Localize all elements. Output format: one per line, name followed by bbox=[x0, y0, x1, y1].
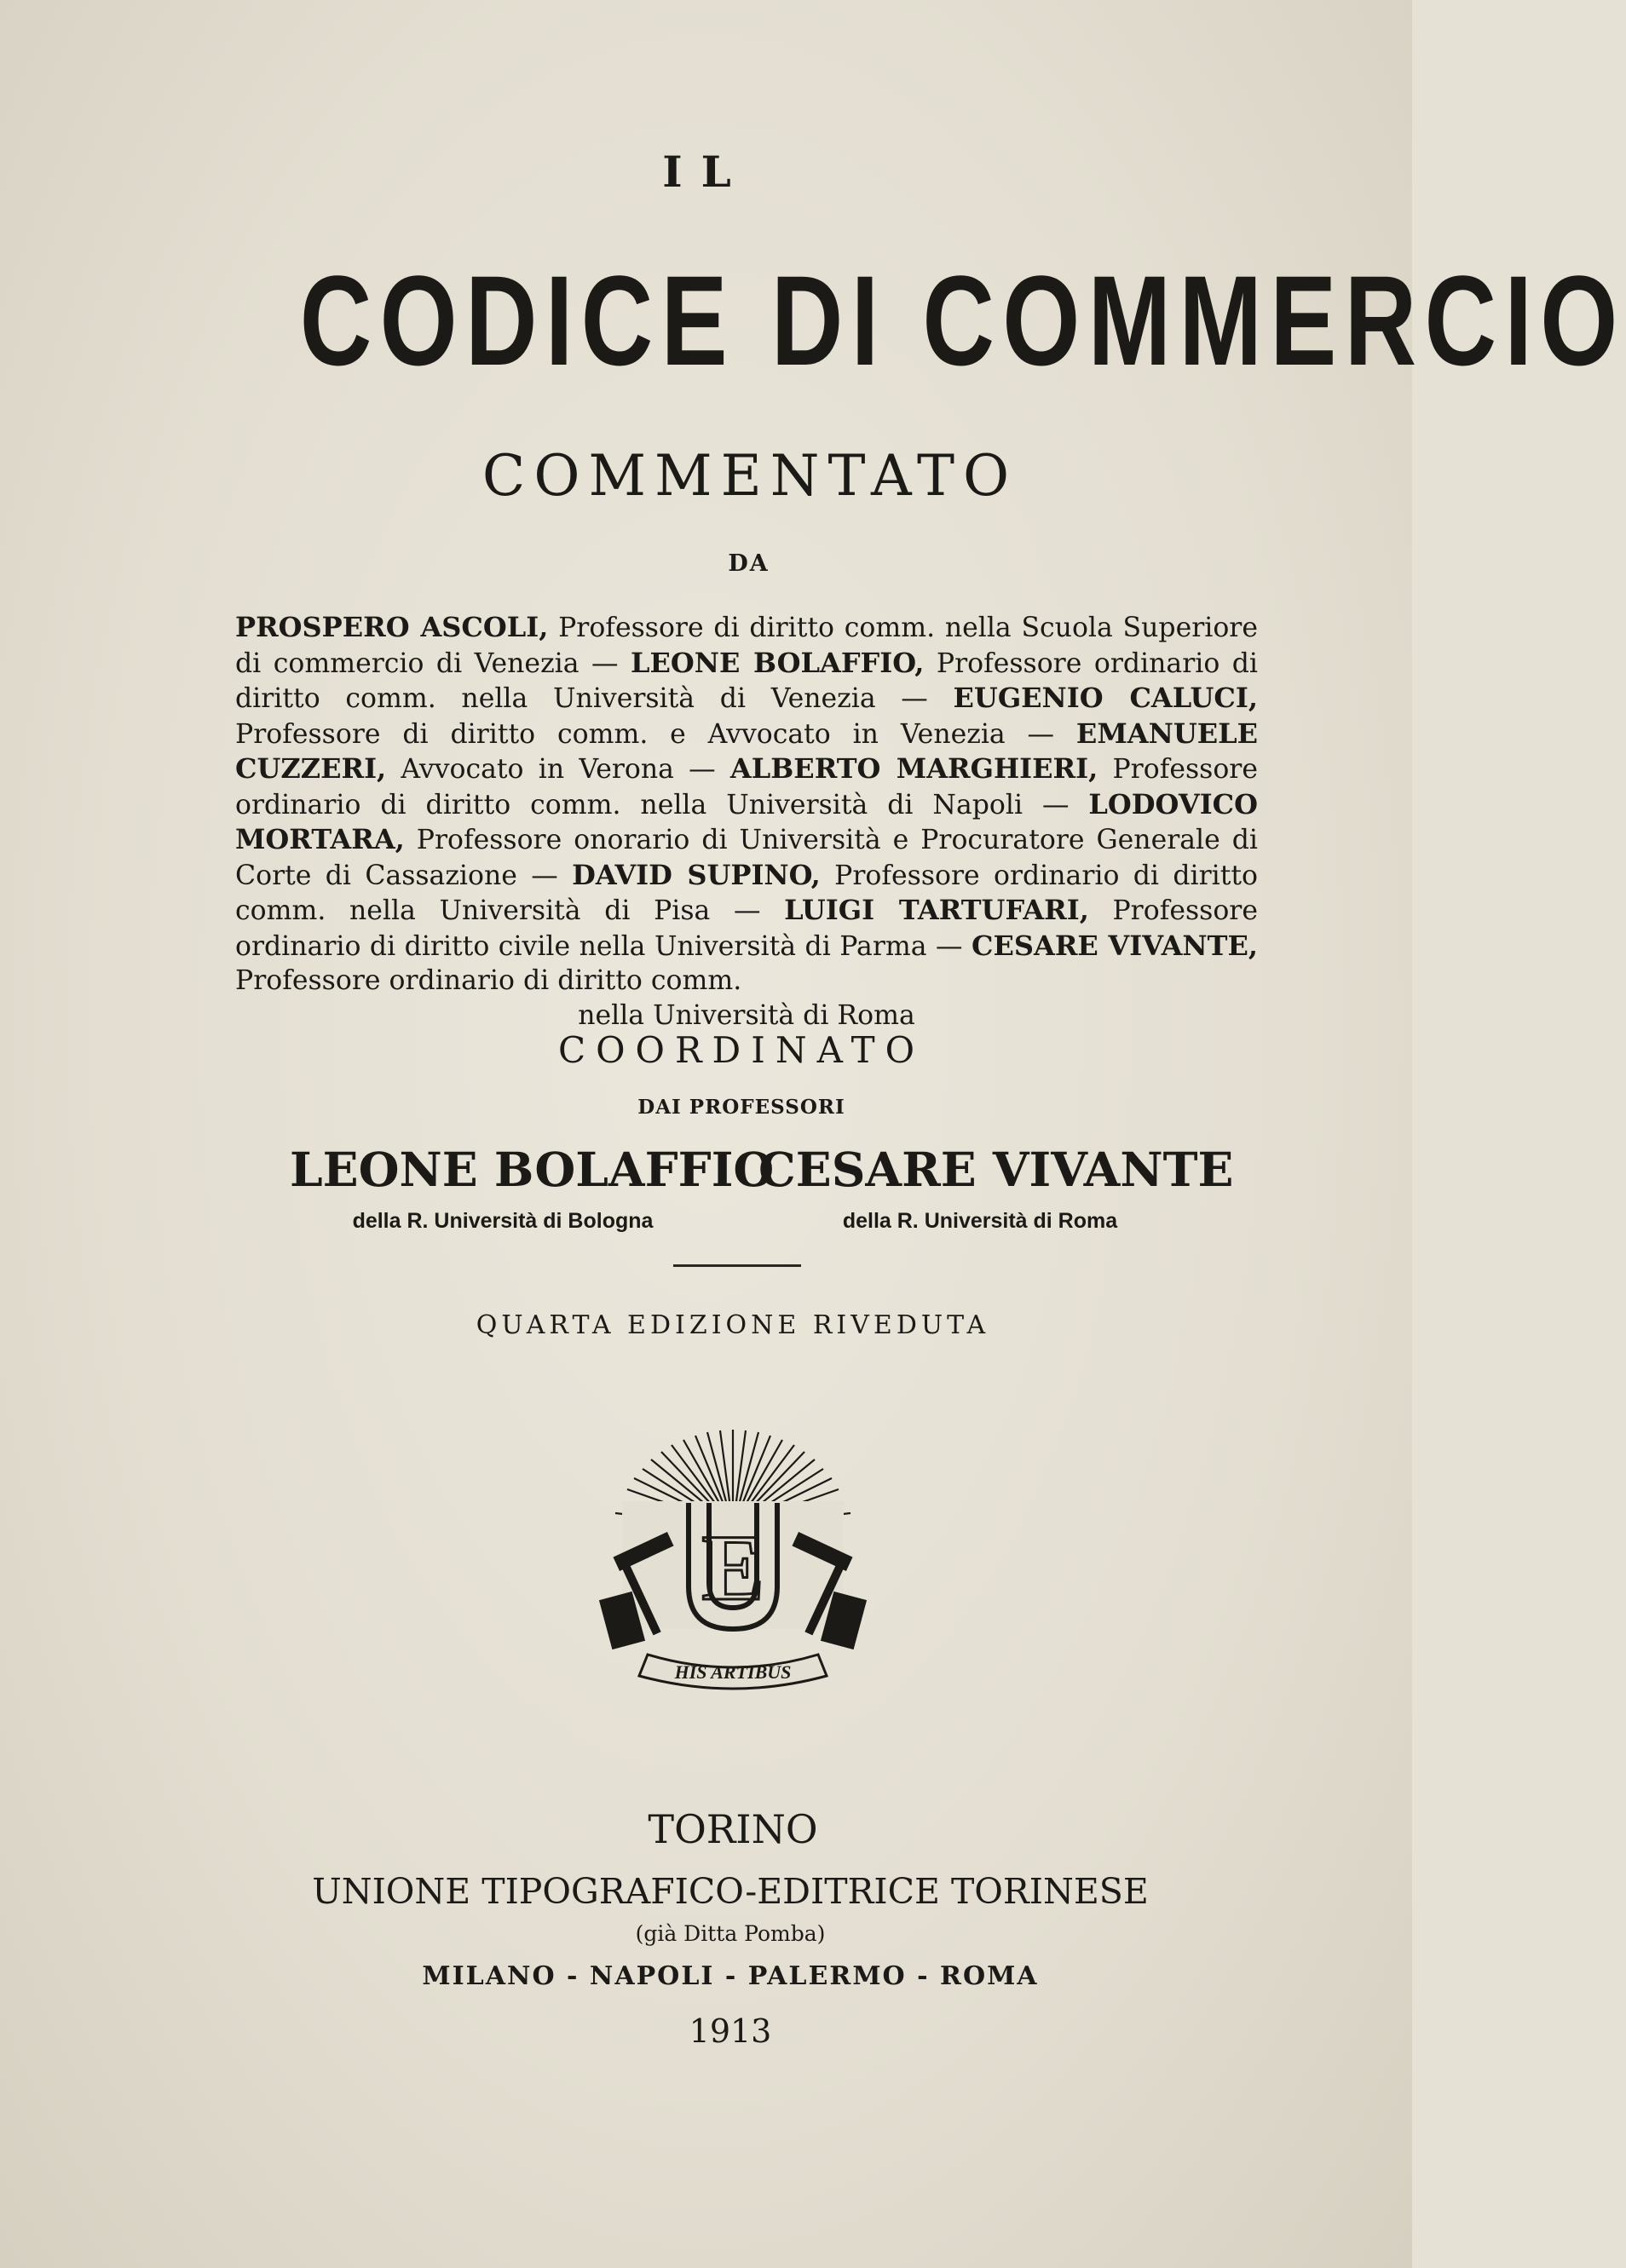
publisher-city: TORINO bbox=[648, 1806, 818, 1852]
svg-text:E: E bbox=[701, 1516, 764, 1620]
editor-1 bbox=[290, 1142, 775, 1234]
authors-paragraph bbox=[235, 610, 1258, 1033]
subtitle: COMMENTATO bbox=[481, 443, 1018, 509]
author-desc: Avvocato in Verona — bbox=[386, 754, 730, 785]
author-name: DAVID SUPINO, bbox=[572, 858, 821, 891]
editor-affiliation: della R. Università di Roma bbox=[842, 1209, 1118, 1233]
author-name: LUIGI TARTUFARI, bbox=[784, 894, 1089, 926]
author-desc: Professore ordinario di diritto civile nella Università di Parma — bbox=[235, 895, 1258, 962]
author-desc: Professore di diritto comm. e Avvocato in Venezia — bbox=[235, 718, 1076, 750]
editor-name: LEONE BOLAFFIO bbox=[290, 1142, 775, 1197]
author-desc: Professore ordinario di diritto comm. nella Università di Pisa — bbox=[235, 860, 1258, 926]
author-desc: Professore ordinario di diritto comm. bbox=[235, 965, 742, 996]
author-desc: Professore ordinario di diritto comm. nella Università di Venezia — bbox=[235, 648, 1259, 714]
editor-affiliation: della R. Università di Bologna bbox=[352, 1209, 654, 1233]
edition-label: QUARTA EDIZIONE RIVEDUTA bbox=[476, 1310, 990, 1340]
publisher-branches: MILANO - NAPOLI - PALERMO - ROMA bbox=[422, 1961, 1039, 1991]
author-name: LODOVICO MORTARA, bbox=[235, 787, 1258, 855]
by-label: DA bbox=[728, 550, 770, 577]
author-desc: Professore ordinario di diritto comm. nella Università di Napoli — bbox=[235, 754, 1259, 820]
by-professors-label: DAI PROFESSORI bbox=[637, 1096, 845, 1119]
editor-name: CESARE VIVANTE bbox=[758, 1142, 1234, 1197]
publisher-name: UNIONE TIPOGRAFICO-EDITRICE TORINESE bbox=[312, 1871, 1149, 1912]
author-name: ALBERTO MARGHIERI, bbox=[729, 752, 1098, 785]
author-name: CESARE VIVANTE, bbox=[972, 929, 1258, 962]
author-desc: Professore di diritto comm. nella Scuola Superiore di commercio di Venezia — bbox=[235, 613, 1259, 679]
author-name: EUGENIO CALUCI, bbox=[953, 682, 1258, 714]
editor-2 bbox=[758, 1142, 1234, 1234]
coordinated-label: COORDINATO bbox=[557, 1029, 925, 1071]
author-name: LEONE BOLAFFIO, bbox=[630, 646, 925, 679]
emblem-motto: HIS ARTIBUS bbox=[674, 1661, 792, 1683]
publisher-emblem-icon bbox=[597, 1425, 869, 1706]
title-prefix: IL bbox=[662, 147, 750, 197]
author-name: EMANUELE CUZZERI, bbox=[235, 717, 1258, 785]
authors-last-line: nella Università di Roma bbox=[578, 999, 915, 1031]
author-desc: Professore onorario di Università e Procuratore Generale di Corte di Cassazione — bbox=[235, 825, 1258, 891]
divider bbox=[673, 1264, 801, 1267]
publication-year: 1913 bbox=[689, 2012, 772, 2050]
publisher-formerly: (già Ditta Pomba) bbox=[635, 1921, 826, 1946]
author-name: PROSPERO ASCOLI, bbox=[235, 611, 549, 643]
book-title: CODICE DI COMMERCIO bbox=[299, 249, 1626, 392]
